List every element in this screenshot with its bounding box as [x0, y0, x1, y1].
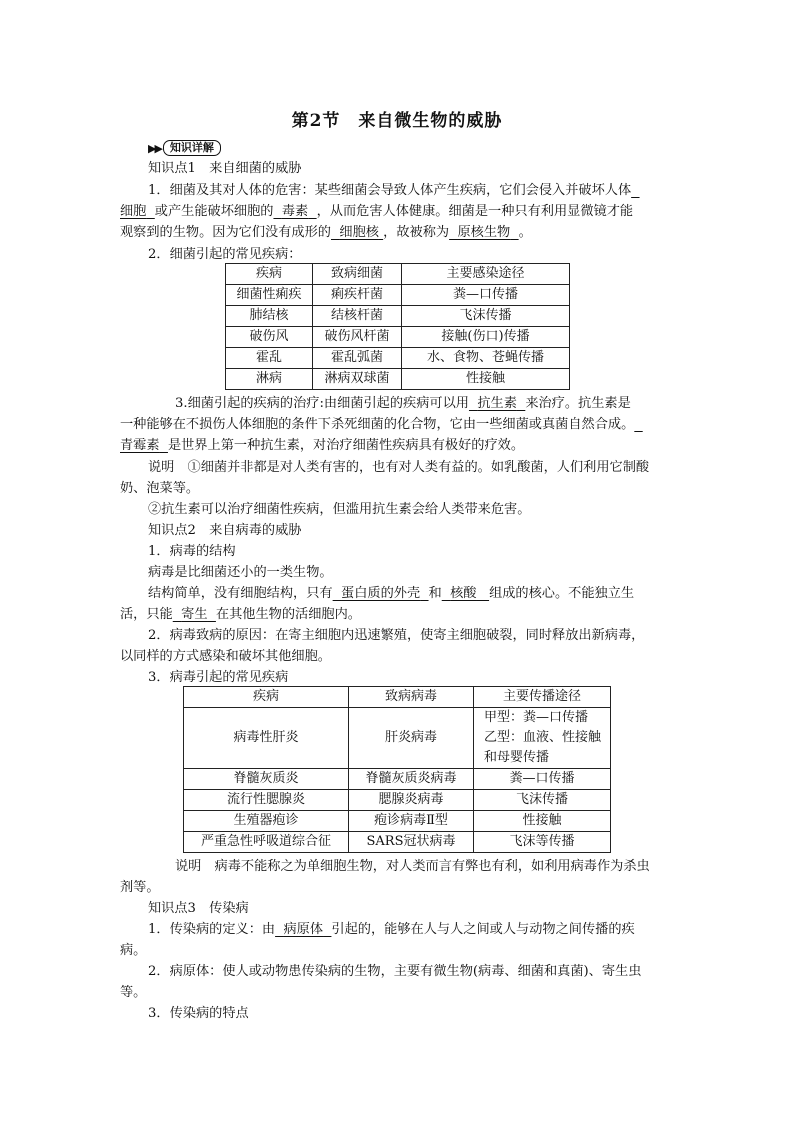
- route-line: 乙型：血液、性接触: [484, 730, 602, 745]
- kp1-note2: ②抗生素可以治疗细菌性疾病，但滥用抗生素会给人类带来危害。: [148, 502, 531, 517]
- table-header-cell: 疾病: [184, 687, 349, 708]
- kp3-p2-line2: 等。: [120, 985, 147, 1000]
- table-header-cell: 主要感染途径: [402, 264, 570, 285]
- table-cell: 水、食物、苍蝇传播: [402, 348, 570, 369]
- badge-label: 知识详解: [163, 140, 221, 156]
- kp2-s1-a: 病毒是比细菌还小的一类生物。: [148, 565, 333, 580]
- virus-disease-table: [183, 686, 611, 853]
- kp3-p3: 3．传染病的特点: [148, 1006, 249, 1021]
- kp2-s1-c: 活，只能 寄生 在其他生物的活细胞内。: [120, 607, 361, 622]
- kp1-p1-line1: 1．细菌及其对人体的危害：某些细菌会导致人体产生疾病，它们会侵入并破坏人体: [148, 183, 632, 198]
- table-row: [226, 348, 570, 369]
- kp1-note1-line2: 奶、泡菜等。: [120, 481, 200, 496]
- route-line: 和母婴传播: [484, 750, 550, 765]
- table-row: [184, 790, 611, 811]
- kp2-s1: 1．病毒的结构: [148, 544, 236, 559]
- kp2-note-line1: 说明 病毒不能称之为单细胞生物，对人类而言有弊也有利，如利用病毒作为杀虫: [175, 859, 650, 874]
- kp3-p1-line2: 病。: [120, 943, 147, 958]
- double-arrow-icon: ▶▶: [148, 141, 161, 155]
- kp3-heading: 知识点3 传染病: [148, 901, 249, 916]
- table-row: [184, 832, 611, 853]
- table-cell: 肝炎病毒: [349, 708, 474, 769]
- knowledge-badge: [148, 140, 221, 156]
- table-cell: 生殖器疱诊: [184, 811, 349, 832]
- kp3-p2-line1: 2．病原体：使人或动物患传染病的生物，主要有微生物(病毒、细菌和真菌)、寄生虫: [148, 964, 642, 979]
- kp2-note-line2: 剂等。: [120, 880, 160, 895]
- table-cell: 病毒性肝炎: [184, 708, 349, 769]
- table-cell: 脊髓灰质炎病毒: [349, 769, 474, 790]
- table-cell: 痢疾杆菌: [313, 285, 402, 306]
- kp2-s2-line2: 以同样的方式感染和破坏其他细胞。: [120, 649, 331, 664]
- table-cell: 疱诊病毒Ⅱ型: [349, 811, 474, 832]
- kp1-p2: 2．细菌引起的常见疾病：: [148, 247, 302, 262]
- table-cell: 性接触: [402, 369, 570, 390]
- table-cell: 霍乱弧菌: [313, 348, 402, 369]
- table-cell: 粪—口传播: [402, 285, 570, 306]
- kp1-note1-line1: 说明 ①细菌并非都是对人类有害的，也有对人类有益的。如乳酸菌，人们利用它制酸: [148, 460, 650, 475]
- kp1-p3-line3: 青霉素 是世界上第一种抗生素，对治疗细菌性疾病具有极好的疗效。: [120, 438, 525, 453]
- kp1-p1-line3: 观察到的生物。因为它们没有成形的 细胞核 ，故被称为 原核生物 。: [120, 225, 532, 240]
- table-header-cell: 致病病毒: [349, 687, 474, 708]
- table-row: [226, 369, 570, 390]
- kp1-p3-line2: 一种能够在不损伤人体细胞的条件下杀死细菌的化合物，它由一些细菌或真菌自然合成。: [120, 417, 635, 432]
- table-header-cell: 主要传播途径: [474, 687, 611, 708]
- kp1-p1-line2: 细胞 或产生能破坏细胞的 毒素 ，从而危害人体健康。细菌是一种只有利用显微镜才能: [120, 204, 634, 219]
- table-header-row: [226, 264, 570, 285]
- kp2-s2-line1: 2．病毒致病的原因：在寄主细胞内迅速繁殖，使寄主细胞破裂，同时释放出新病毒，: [148, 628, 645, 643]
- table-cell: 结核杆菌: [313, 306, 402, 327]
- kp1-heading: 知识点1 来自细菌的威胁: [148, 161, 302, 176]
- table-row: [226, 306, 570, 327]
- kp2-heading: 知识点2 来自病毒的威胁: [148, 523, 302, 538]
- section-title: 第2节 来自微生物的威胁: [291, 111, 503, 131]
- table-cell: SARS冠状病毒: [349, 832, 474, 853]
- table-cell: 细菌性痢疾: [226, 285, 313, 306]
- table-cell: 破伤风杆菌: [313, 327, 402, 348]
- table-row: [184, 769, 611, 790]
- table-header-row: [184, 687, 611, 708]
- table-row: [226, 327, 570, 348]
- table-cell: 肺结核: [226, 306, 313, 327]
- table-cell: 飞沫传播: [474, 790, 611, 811]
- kp3-p1-line1: 1．传染病的定义：由 病原体 引起的，能够在人与人之间或人与动物之间传播的疾: [148, 922, 635, 937]
- table-cell: 淋病: [226, 369, 313, 390]
- table-cell: 性接触: [474, 811, 611, 832]
- table-cell: 粪—口传播: [474, 769, 611, 790]
- table-header-cell: 致病细菌: [313, 264, 402, 285]
- table-cell: 飞沫等传播: [474, 832, 611, 853]
- table-cell: 严重急性呼吸道综合征: [184, 832, 349, 853]
- table-cell: [474, 708, 611, 769]
- table-cell: 霍乱: [226, 348, 313, 369]
- kp1-p3-line1: 3.细菌引起的疾病的治疗:由细菌引起的疾病可以用 抗生素 来治疗。抗生素是: [175, 396, 631, 411]
- bacteria-disease-table: [225, 263, 570, 390]
- kp2-s3: 3．病毒引起的常见疾病: [148, 670, 289, 685]
- table-cell: 飞沫传播: [402, 306, 570, 327]
- table-row: [184, 708, 611, 769]
- kp2-s1-b: 结构简单，没有细胞结构，只有 蛋白质的外壳 和 核酸 组成的核心。不能独立生: [148, 586, 635, 601]
- table-cell: 腮腺炎病毒: [349, 790, 474, 811]
- table-cell: 淋病双球菌: [313, 369, 402, 390]
- table-row: [226, 285, 570, 306]
- table-cell: 接触(伤口)传播: [402, 327, 570, 348]
- route-line: 甲型：粪—口传播: [484, 710, 589, 725]
- table-cell: 流行性腮腺炎: [184, 790, 349, 811]
- table-cell: 破伤风: [226, 327, 313, 348]
- table-row: [184, 811, 611, 832]
- table-cell: 脊髓灰质炎: [184, 769, 349, 790]
- table-header-cell: 疾病: [226, 264, 313, 285]
